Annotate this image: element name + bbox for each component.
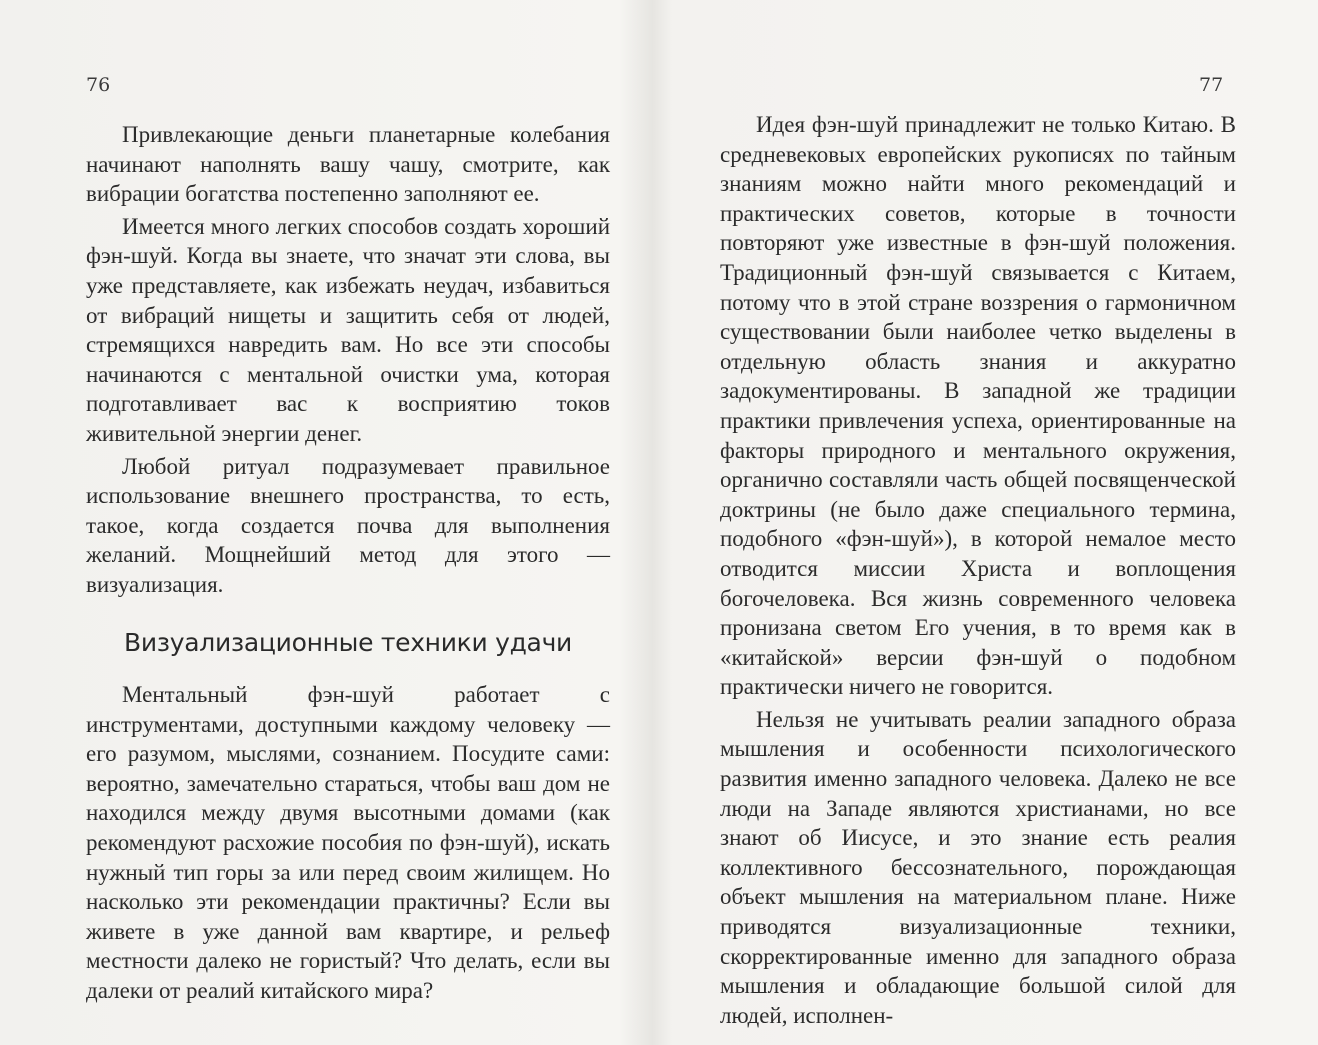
right-paragraph-2: Нельзя не учитывать реалии западного образа мышления и особенности психологического развития именно западного человека. Далеко не все люди на Западе являются христианами, но все знают об Иисусе, и это знание есть реалия коллективного бессознательного, порождающая объект мышления на материальном плане. Ниже приводятся визуализационные техники, скорректированные именно для западного образа мышления и обладающие большой силой для людей, исполнен- [720,706,1236,1028]
page-number-right: 77 [1199,74,1224,96]
left-body-bottom [86,680,610,1009]
page-number-left: 76 [86,74,111,96]
left-paragraph-4: Ментальный фэн-шуй работает с инструментами, доступными каждому человеку — его разумом, мыслями, сознанием. Посудите сами: вероятно, замечательно стараться, чтобы ваш дом не находился между двумя высотными домами (как рекомендуют расхожие пособия по фэн-шуй), искать нужный тип горы за или перед своим жилищем. Но насколько эти рекомендации практичны? Если вы живете в уже данной вам квартире, и рельеф местности далеко не гористый? Что делать, если вы далеки от реалий китайского мира? [86,682,610,1003]
right-body [720,110,1236,1033]
left-paragraph-1: Привлекающие деньги планетарные колебания начинают наполнять вашу чашу, смотрите, как вибрации богатства постепенно заполняют ее. [86,122,610,207]
left-body-top [86,120,610,603]
left-paragraph-2: Имеется много легких способов создать хороший фэн-шуй. Когда вы знаете, что значат эти слова, вы уже представляете, как избежать неудач, избавиться от вибраций нищеты и защитить себя от людей, стремящихся навредить вам. Но все эти способы начинаются с ментальной очистки ума, которая подготавливает вас к восприятию токов живительной энергии денег. [86,213,610,446]
right-paragraph-1: Идея фэн-шуй принадлежит не только Китаю. В средневековых европейских рукописях по тайным знаниям можно найти много рекомендаций и практических советов, которые в точности повторяют уже известные в фэн-шуй положения. Традиционный фэн-шуй связывается с Китаем, потому что в этой стране воззрения о гармоничном существовании были наиболее четко выделены в отдельную область знания и аккуратно задокументированы. В западной же традиции практики привлечения успеха, ориентированные на факторы природного и ментального окружения, органично составляли часть общей посвященческой доктрины (не было даже специального термина, подобного «фэн-шуй»), в которой немалое место отводится миссии Христа и воплощения богочеловека. Вся жизнь современного человека пронизана светом Его учения, в то время как в «китайской» версии фэн-шуй о подобном практически ничего не говорится. [720,112,1236,700]
left-paragraph-3: Любой ритуал подразумевает правильное использование внешнего пространства, то есть, такое, когда создается почва для выполнения желаний. Мощнейший метод для этого — визуализация. [86,453,610,597]
left-page [0,0,655,1045]
section-heading: Визуализационные техники удачи [123,628,572,657]
right-page [660,0,1318,1045]
